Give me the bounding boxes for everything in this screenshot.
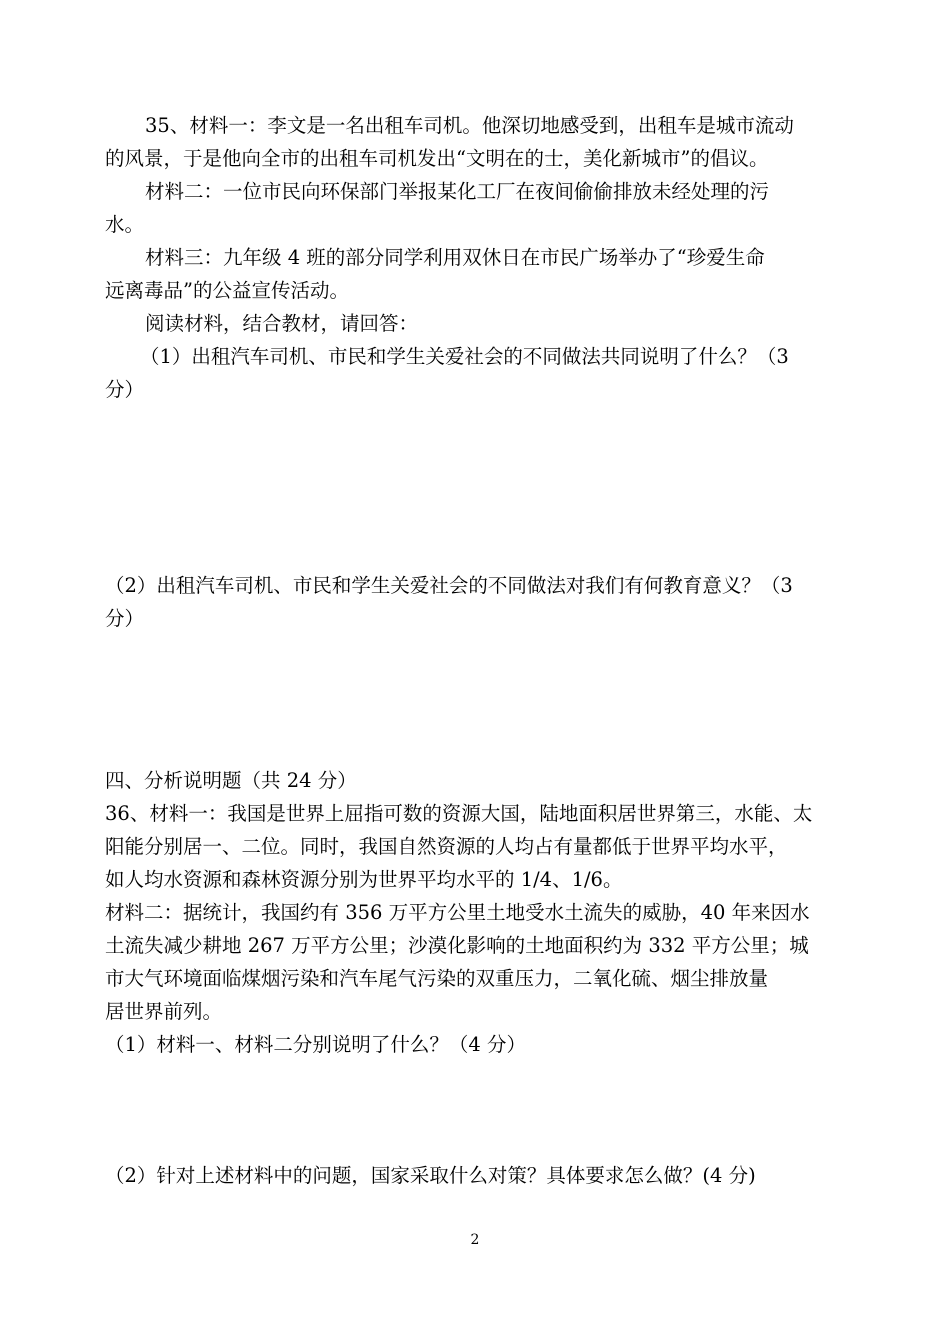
page-number: 2 [470,1232,480,1248]
q35-sub2-line-2: 分） [105,607,145,630]
q35-material-2-line-1: 材料二：一位市民向环保部门举报某化工厂在夜间偷偷排放未经处理的污 [145,180,770,203]
section-4-heading: 四、分析说明题（共 24 分） [105,769,357,792]
q35-line-2: 的风景，于是他向全市的出租车司机发出“文明在的士，美化新城市”的倡议。 [105,147,769,170]
q35-material-3-line-1: 材料三：九年级 4 班的部分同学利用双休日在市民广场举办了“珍爱生命 [145,246,765,269]
q35-sub2-line-1: （2）出租汽车司机、市民和学生关爱社会的不同做法对我们有何教育意义？（3 [105,574,793,597]
q35-sub1-line-1: （1）出租汽车司机、市民和学生关爱社会的不同做法共同说明了什么？（3 [140,345,789,368]
q36-material-2-line-1: 材料二：据统计，我国约有 356 万平方公里土地受水土流失的威胁，40 年来因水 [105,901,810,924]
q35-instruction: 阅读材料，结合教材，请回答： [145,312,419,335]
q36-line-1: 36、材料一：我国是世界上屈指可数的资源大国，陆地面积居世界第三，水能、太 [105,802,813,825]
q36-sub2: （2）针对上述材料中的问题，国家采取什么对策？具体要求怎么做？(4 分) [105,1164,756,1187]
q35-material-3-line-2: 远离毒品”的公益宣传活动。 [105,279,349,302]
q35-sub1-line-2: 分） [105,378,145,401]
q36-material-2-line-2: 土流失减少耕地 267 万平方公里；沙漠化影响的土地面积约为 332 平方公里；城 [105,934,809,957]
q36-material-2-line-3: 市大气环境面临煤烟污染和汽车尾气污染的双重压力，二氧化硫、烟尘排放量 [105,967,769,990]
q35-material-2-line-2: 水。 [105,213,145,236]
q35-line-1: 35、材料一：李文是一名出租车司机。他深切地感受到，出租车是城市流动 [145,114,794,137]
q36-line-3: 如人均水资源和森林资源分别为世界平均水平的 1/4、1/6。 [105,868,623,891]
q36-material-2-line-4: 居世界前列。 [105,1000,223,1023]
q36-line-2: 阳能分别居一、二位。同时，我国自然资源的人均占有量都低于世界平均水平， [105,835,788,858]
q36-sub1: （1）材料一、材料二分别说明了什么？（4 分） [105,1033,527,1056]
